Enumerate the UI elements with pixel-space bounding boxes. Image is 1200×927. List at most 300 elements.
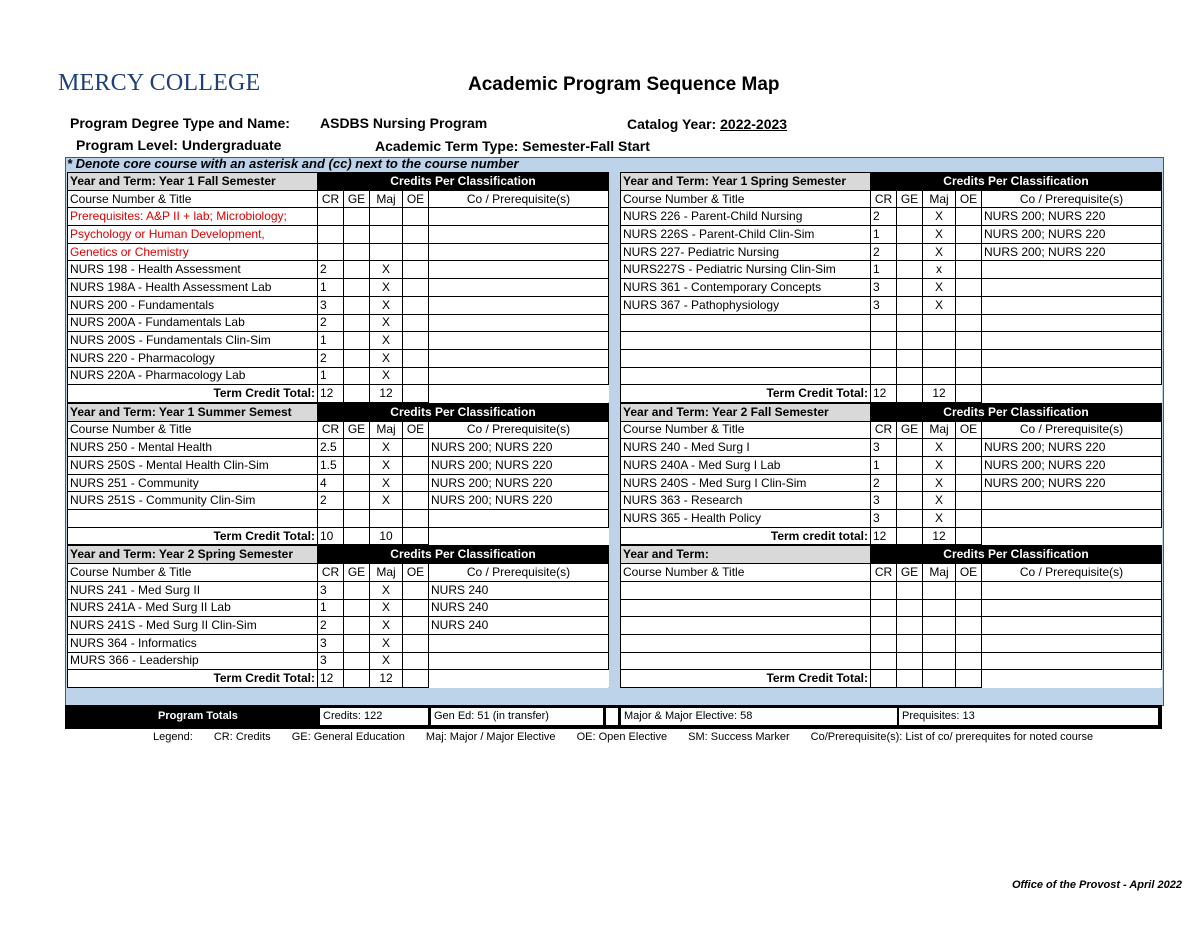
column-header-row <box>68 421 609 439</box>
course-prereq: NURS 200; NURS 220 <box>429 439 609 457</box>
course-title: NURS 240S - Med Surg I Clin-Sim <box>621 474 871 492</box>
course-row <box>621 332 1162 350</box>
course-oe <box>956 439 982 457</box>
course-row <box>621 492 1162 510</box>
course-prereq <box>982 617 1162 635</box>
term-total-row <box>68 670 609 688</box>
course-row <box>621 296 1162 314</box>
right-column <box>620 172 1161 688</box>
course-credits <box>871 314 897 332</box>
course-prereq <box>429 296 609 314</box>
term-table-y2spring <box>67 545 609 688</box>
column-header-row <box>68 564 609 582</box>
course-prereq <box>982 367 1162 385</box>
course-maj: X <box>370 581 403 599</box>
term-table-y1spring <box>620 172 1162 403</box>
course-credits: 2 <box>871 208 897 226</box>
term-total-maj: 12 <box>923 385 956 403</box>
course-row <box>621 617 1162 635</box>
term-total-label: Term Credit Total: <box>68 670 318 688</box>
course-credits: 1 <box>871 261 897 279</box>
course-title: NURS 250S - Mental Health Clin-Sim <box>68 457 318 475</box>
course-maj <box>923 332 956 350</box>
course-maj: X <box>370 439 403 457</box>
course-ge <box>897 581 923 599</box>
term-title: Year and Term: Year 2 Fall Semester <box>621 403 871 421</box>
course-maj: X <box>923 243 956 261</box>
course-maj: X <box>370 367 403 385</box>
course-maj: X <box>370 617 403 635</box>
term-total-maj: 12 <box>923 527 956 545</box>
course-maj: X <box>370 296 403 314</box>
course-title <box>621 617 871 635</box>
college-logo: MERCY COLLEGE <box>58 70 261 96</box>
legend-sm: SM: Success Marker <box>688 731 790 743</box>
course-credits: 1 <box>318 599 344 617</box>
totals-spacer <box>606 708 618 725</box>
credits-per-classification: Credits Per Classification <box>871 403 1162 421</box>
term-total-oe <box>403 527 429 545</box>
term-total-ge <box>897 385 923 403</box>
course-ge <box>344 367 370 385</box>
course-title: NURS 240 - Med Surg I <box>621 439 871 457</box>
term-total-cr: 12 <box>318 385 344 403</box>
course-ge <box>344 296 370 314</box>
term-total-maj: 12 <box>370 670 403 688</box>
course-title: NURS227S - Pediatric Nursing Clin-Sim <box>621 261 871 279</box>
course-row <box>68 349 609 367</box>
col-maj-header: Maj <box>923 190 956 208</box>
course-maj <box>923 581 956 599</box>
course-prereq: NURS 240 <box>429 617 609 635</box>
course-credits: 3 <box>871 439 897 457</box>
credits-per-classification: Credits Per Classification <box>318 403 609 421</box>
course-row <box>621 474 1162 492</box>
col-cr-header: CR <box>871 190 897 208</box>
course-prereq <box>429 243 609 261</box>
term-title: Year and Term: Year 2 Spring Semester <box>68 546 318 564</box>
col-oe-header: OE <box>956 190 982 208</box>
course-row <box>68 439 609 457</box>
course-oe <box>403 226 429 244</box>
course-row <box>621 208 1162 226</box>
course-credits <box>318 226 344 244</box>
course-row <box>68 634 609 652</box>
course-credits: 3 <box>318 581 344 599</box>
course-ge <box>897 296 923 314</box>
course-maj <box>370 226 403 244</box>
course-prereq <box>429 261 609 279</box>
course-row <box>621 634 1162 652</box>
course-credits <box>871 599 897 617</box>
course-credits <box>871 349 897 367</box>
course-title: NURS 241 - Med Surg II <box>68 581 318 599</box>
course-row <box>621 457 1162 475</box>
course-maj: X <box>370 332 403 350</box>
course-oe <box>956 243 982 261</box>
col-oe-header: OE <box>956 564 982 582</box>
term-table-y2fall <box>620 403 1162 546</box>
course-credits <box>871 581 897 599</box>
term-total-cr <box>871 670 897 688</box>
course-title <box>621 599 871 617</box>
course-prereq <box>982 492 1162 510</box>
term-title: Year and Term: Year 1 Summer Semest <box>68 403 318 421</box>
course-title <box>621 349 871 367</box>
course-prereq <box>429 208 609 226</box>
col-ge-header: GE <box>897 421 923 439</box>
course-title <box>621 314 871 332</box>
course-credits <box>318 510 344 528</box>
course-oe <box>403 243 429 261</box>
course-ge <box>344 332 370 350</box>
term-total-spacer <box>982 385 1162 403</box>
course-ge <box>897 367 923 385</box>
course-maj <box>370 243 403 261</box>
course-ge <box>897 226 923 244</box>
course-oe <box>956 581 982 599</box>
course-title: Psychology or Human Development, <box>68 226 318 244</box>
course-title <box>621 367 871 385</box>
col-ge-header: GE <box>897 564 923 582</box>
course-maj: X <box>370 634 403 652</box>
course-oe <box>403 652 429 670</box>
course-prereq: NURS 240 <box>429 599 609 617</box>
term-total-label: Term Credit Total: <box>621 670 871 688</box>
term-total-label: Term Credit Total: <box>621 385 871 403</box>
course-ge <box>897 634 923 652</box>
term-table-y1summer <box>67 403 609 546</box>
col-course-header: Course Number & Title <box>68 190 318 208</box>
course-title: NURS 361 - Contemporary Concepts <box>621 279 871 297</box>
course-row <box>68 474 609 492</box>
course-title: NURS 226 - Parent-Child Nursing <box>621 208 871 226</box>
course-oe <box>956 457 982 475</box>
term-table-blank <box>620 545 1162 688</box>
course-ge <box>344 349 370 367</box>
course-maj: X <box>370 474 403 492</box>
course-maj: X <box>370 349 403 367</box>
course-ge <box>897 208 923 226</box>
course-title <box>621 634 871 652</box>
course-maj: X <box>923 474 956 492</box>
term-total-row <box>621 527 1162 545</box>
course-ge <box>897 279 923 297</box>
course-maj <box>370 208 403 226</box>
course-maj <box>370 510 403 528</box>
term-title-row <box>621 546 1162 564</box>
course-prereq: NURS 200; NURS 220 <box>429 457 609 475</box>
term-total-oe <box>956 527 982 545</box>
term-total-oe <box>956 385 982 403</box>
course-oe <box>956 332 982 350</box>
term-total-spacer <box>429 385 609 403</box>
course-title: NURS 367 - Pathophysiology <box>621 296 871 314</box>
course-oe <box>956 634 982 652</box>
course-oe <box>956 617 982 635</box>
course-title <box>68 510 318 528</box>
course-ge <box>897 314 923 332</box>
col-oe-header: OE <box>403 190 429 208</box>
col-prereq-header: Co / Prerequisite(s) <box>982 190 1162 208</box>
course-ge <box>344 261 370 279</box>
program-totals-label: Program Totals <box>158 710 238 722</box>
col-prereq-header: Co / Prerequisite(s) <box>982 421 1162 439</box>
term-total-oe <box>403 670 429 688</box>
course-prereq: NURS 240 <box>429 581 609 599</box>
course-oe <box>403 314 429 332</box>
term-table-y1fall <box>67 172 609 403</box>
level-label: Program Level: <box>76 137 178 153</box>
course-oe <box>956 279 982 297</box>
course-maj: X <box>923 296 956 314</box>
term-title: Year and Term: Year 1 Fall Semester <box>68 173 318 191</box>
col-cr-header: CR <box>318 190 344 208</box>
course-ge <box>897 617 923 635</box>
course-row <box>621 581 1162 599</box>
course-row <box>68 296 609 314</box>
course-ge <box>344 279 370 297</box>
course-oe <box>403 349 429 367</box>
course-maj: X <box>923 457 956 475</box>
course-prereq: NURS 200; NURS 220 <box>982 243 1162 261</box>
totals-credits: Credits: 122 <box>320 708 428 725</box>
course-credits <box>871 367 897 385</box>
col-course-header: Course Number & Title <box>621 190 871 208</box>
col-cr-header: CR <box>871 564 897 582</box>
course-title: NURS 251 - Community <box>68 474 318 492</box>
course-ge <box>344 457 370 475</box>
course-oe <box>403 581 429 599</box>
course-maj: X <box>923 439 956 457</box>
term-total-oe <box>403 385 429 403</box>
course-prereq: NURS 200; NURS 220 <box>982 439 1162 457</box>
term-total-spacer <box>429 670 609 688</box>
course-row <box>621 261 1162 279</box>
col-oe-header: OE <box>956 421 982 439</box>
course-row <box>621 599 1162 617</box>
col-prereq-header: Co / Prerequisite(s) <box>429 564 609 582</box>
col-ge-header: GE <box>344 564 370 582</box>
term-total-maj <box>923 670 956 688</box>
term-total-row <box>621 670 1162 688</box>
course-credits: 1 <box>318 367 344 385</box>
course-credits: 3 <box>318 652 344 670</box>
course-title: NURS 364 - Informatics <box>68 634 318 652</box>
course-ge <box>897 261 923 279</box>
course-prereq <box>429 279 609 297</box>
course-ge <box>344 510 370 528</box>
course-prereq <box>982 652 1162 670</box>
course-prereq <box>982 332 1162 350</box>
course-row <box>621 314 1162 332</box>
term-total-spacer <box>982 670 1162 688</box>
course-maj: X <box>370 261 403 279</box>
course-oe <box>403 510 429 528</box>
course-prereq <box>429 510 609 528</box>
course-credits: 4 <box>318 474 344 492</box>
term-total-row <box>68 385 609 403</box>
col-maj-header: Maj <box>370 564 403 582</box>
term-total-ge <box>344 385 370 403</box>
course-ge <box>344 314 370 332</box>
course-oe <box>956 226 982 244</box>
course-oe <box>403 492 429 510</box>
course-ge <box>344 581 370 599</box>
course-row <box>68 367 609 385</box>
column-header-row <box>621 190 1162 208</box>
term-total-ge <box>344 527 370 545</box>
course-title: NURS 241A - Med Surg II Lab <box>68 599 318 617</box>
course-title: MURS 366 - Leadership <box>68 652 318 670</box>
term-total-label: Term Credit Total: <box>68 385 318 403</box>
col-prereq-header: Co / Prerequisite(s) <box>429 190 609 208</box>
course-credits: 3 <box>871 279 897 297</box>
program-level <box>76 137 281 153</box>
course-prereq <box>429 652 609 670</box>
course-prereq: NURS 200; NURS 220 <box>982 208 1162 226</box>
degree-label: Program Degree Type and Name: <box>70 115 290 131</box>
term-total-ge <box>344 670 370 688</box>
column-header-row <box>68 190 609 208</box>
course-credits: 2.5 <box>318 439 344 457</box>
course-credits <box>871 617 897 635</box>
course-prereq <box>982 599 1162 617</box>
course-title: Prerequisites: A&P II + lab; Microbiology; <box>68 208 318 226</box>
term-title-row <box>621 173 1162 191</box>
level-value: Undergraduate <box>181 137 282 153</box>
course-row <box>68 457 609 475</box>
course-maj <box>923 314 956 332</box>
course-ge <box>897 349 923 367</box>
course-prereq <box>982 510 1162 528</box>
catalog-value: 2022-2023 <box>720 116 788 132</box>
course-credits: 2 <box>318 349 344 367</box>
course-prereq <box>982 314 1162 332</box>
course-prereq <box>982 296 1162 314</box>
term-total-maj: 10 <box>370 527 403 545</box>
course-title: NURS 365 - Health Policy <box>621 510 871 528</box>
course-oe <box>403 599 429 617</box>
course-credits <box>871 634 897 652</box>
course-row <box>68 208 609 226</box>
course-maj <box>923 367 956 385</box>
course-ge <box>344 492 370 510</box>
course-row <box>621 349 1162 367</box>
course-prereq <box>982 261 1162 279</box>
course-prereq <box>982 279 1162 297</box>
course-title: Genetics or Chemistry <box>68 243 318 261</box>
course-maj: X <box>923 226 956 244</box>
course-ge <box>897 439 923 457</box>
term-total-ge <box>897 670 923 688</box>
course-ge <box>897 510 923 528</box>
course-prereq: NURS 200; NURS 220 <box>982 474 1162 492</box>
course-oe <box>403 261 429 279</box>
col-ge-header: GE <box>897 190 923 208</box>
course-credits: 1.5 <box>318 457 344 475</box>
term-total-oe <box>956 670 982 688</box>
course-row <box>68 279 609 297</box>
course-credits: 1 <box>871 226 897 244</box>
course-credits: 2 <box>318 314 344 332</box>
course-ge <box>344 439 370 457</box>
course-title: NURS 200 - Fundamentals <box>68 296 318 314</box>
course-oe <box>403 279 429 297</box>
col-prereq-header: Co / Prerequisite(s) <box>982 564 1162 582</box>
course-oe <box>956 510 982 528</box>
course-ge <box>897 243 923 261</box>
course-oe <box>956 367 982 385</box>
credits-per-classification: Credits Per Classification <box>318 546 609 564</box>
course-title <box>621 332 871 350</box>
course-oe <box>403 367 429 385</box>
course-row <box>621 652 1162 670</box>
course-credits: 2 <box>318 617 344 635</box>
col-maj-header: Maj <box>923 564 956 582</box>
course-row <box>68 581 609 599</box>
course-ge <box>897 599 923 617</box>
course-ge <box>344 243 370 261</box>
col-ge-header: GE <box>344 190 370 208</box>
legend <box>153 731 1111 743</box>
course-title: NURS 198A - Health Assessment Lab <box>68 279 318 297</box>
legend-oe: OE: Open Elective <box>576 731 668 743</box>
col-oe-header: OE <box>403 564 429 582</box>
col-maj-header: Maj <box>370 190 403 208</box>
course-maj <box>923 349 956 367</box>
course-ge <box>344 634 370 652</box>
legend-cr: CR: Credits <box>213 731 271 743</box>
page-title: Academic Program Sequence Map <box>468 74 780 95</box>
legend-ge: GE: General Education <box>291 731 405 743</box>
course-prereq: NURS 200; NURS 220 <box>429 492 609 510</box>
course-maj: X <box>370 457 403 475</box>
course-title: NURS 363 - Research <box>621 492 871 510</box>
left-column <box>67 172 608 688</box>
legend-co: Co/Prerequisite(s): List of co/ prerequites for noted course <box>810 731 1094 743</box>
col-cr-header: CR <box>318 564 344 582</box>
course-credits: 2 <box>318 492 344 510</box>
course-credits: 3 <box>318 296 344 314</box>
course-prereq <box>429 367 609 385</box>
course-title <box>621 652 871 670</box>
course-credits <box>871 652 897 670</box>
course-row <box>68 492 609 510</box>
course-title <box>621 581 871 599</box>
course-row <box>621 510 1162 528</box>
core-course-note: * Denote core course with an asterisk and (cc) next to the course number <box>67 156 519 171</box>
course-row <box>68 652 609 670</box>
course-title: NURS 220A - Pharmacology Lab <box>68 367 318 385</box>
term-total-cr: 12 <box>871 527 897 545</box>
term-total-cr: 10 <box>318 527 344 545</box>
col-course-header: Course Number & Title <box>68 421 318 439</box>
course-row <box>68 617 609 635</box>
course-maj: X <box>923 208 956 226</box>
course-maj <box>923 652 956 670</box>
catalog-label: Catalog Year: <box>627 116 717 132</box>
course-oe <box>403 474 429 492</box>
term-title-row <box>68 403 609 421</box>
course-oe <box>403 457 429 475</box>
term-total-cr: 12 <box>318 670 344 688</box>
course-maj: X <box>923 279 956 297</box>
course-credits: 1 <box>318 279 344 297</box>
course-ge <box>897 474 923 492</box>
course-maj <box>923 634 956 652</box>
course-prereq <box>982 581 1162 599</box>
